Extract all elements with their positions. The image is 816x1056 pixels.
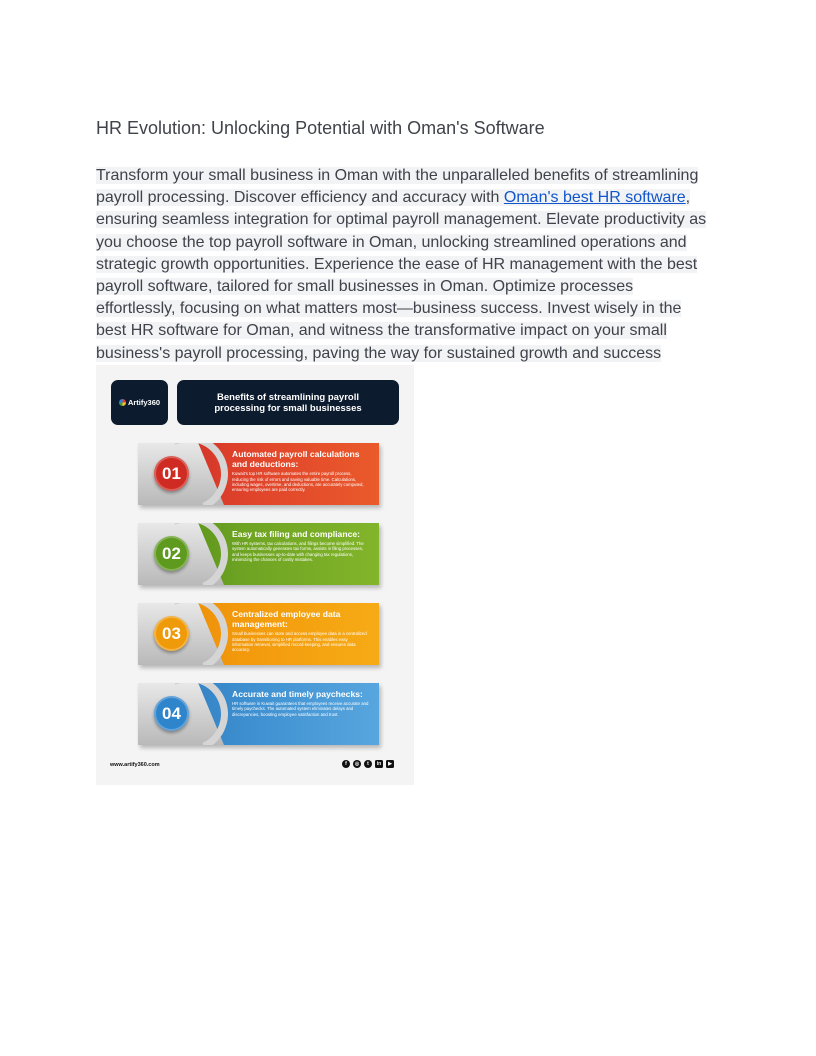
card-number-badge: 01 <box>154 456 189 491</box>
benefits-infographic <box>96 365 414 785</box>
card-number-badge: 02 <box>154 536 189 571</box>
paragraph-text-end: , ensuring seamless integration for optimal payroll management. Elevate productivity as you choose the top payroll software in Oman, unlocking streamlined operations and strategic growth opportunities. Experience the ease of HR management with the best payroll software, tailored for small businesses in Oman. Optimize processes effortlessly, focusing on what matters most—business success. Invest wisely in the best HR software for Oman, and witness the transformative impact on your small business's payroll processing, paving the way for sustained growth and success <box>96 189 707 362</box>
benefit-card-4 <box>138 683 379 745</box>
logo-mark-icon <box>119 399 126 406</box>
card-number-badge: 04 <box>154 696 189 731</box>
document-title: HR Evolution: Unlocking Potential with Oman's Software <box>96 118 545 138</box>
card-title: Accurate and timely paychecks: <box>232 689 363 699</box>
body-paragraph <box>96 165 716 365</box>
hr-software-link[interactable]: Oman's best HR software <box>503 189 686 207</box>
twitter-icon: t <box>364 760 372 768</box>
benefit-card-3 <box>138 603 379 665</box>
card-number-badge: 03 <box>154 616 189 651</box>
card-body: HR software in Kuwait guarantees that employees receive accurate and timely paychecks. The automated system eliminates delays and discrepancies, boosting employee satisfaction and trust. <box>232 700 369 717</box>
social-icons <box>342 760 394 768</box>
youtube-icon: ▶ <box>386 760 394 768</box>
linkedin-icon: in <box>376 761 382 767</box>
benefit-card-1 <box>138 443 379 505</box>
footer-url: www.artify360.com <box>110 762 160 768</box>
instagram-icon: ◎ <box>354 761 360 767</box>
card-title: Centralized employee data management: <box>232 609 341 630</box>
artify360-logo <box>111 380 168 425</box>
card-body: With HR systems, tax calculations, and filings become simplified. The system automatically generates tax forms, assists in filing processes, and keeps businesses up-to-date with changing tax regulations, minimizing the chances of costly mistakes. <box>232 540 364 562</box>
card-title: Automated payroll calculations and deductions: <box>232 449 360 470</box>
card-body: Kuwait's top HR software automates the entire payroll process, reducing the risk of errors and saving valuable time. Calculations, including wages, overtime, and deductions, are accurately computed, ensuring employees are paid correctly. <box>232 471 364 493</box>
card-title: Easy tax filing and compliance: <box>232 529 360 539</box>
paragraph-text-start: Transform your small business in Oman with the unparalleled benefits of streamlining payroll processing. Discover efficiency and accuracy with <box>96 167 699 207</box>
benefit-card-2 <box>138 523 379 585</box>
facebook-icon: f <box>342 760 350 768</box>
logo-text: Artify360 <box>127 398 161 407</box>
card-body: Small businesses can store and access employee data in a centralized database by transitioning to HR platforms. This enables easy information retrieval, simplified record-keeping, and ensures data accuracy. <box>232 631 367 653</box>
infographic-heading: Benefits of streamlining payroll processing for small businesses <box>177 380 399 425</box>
